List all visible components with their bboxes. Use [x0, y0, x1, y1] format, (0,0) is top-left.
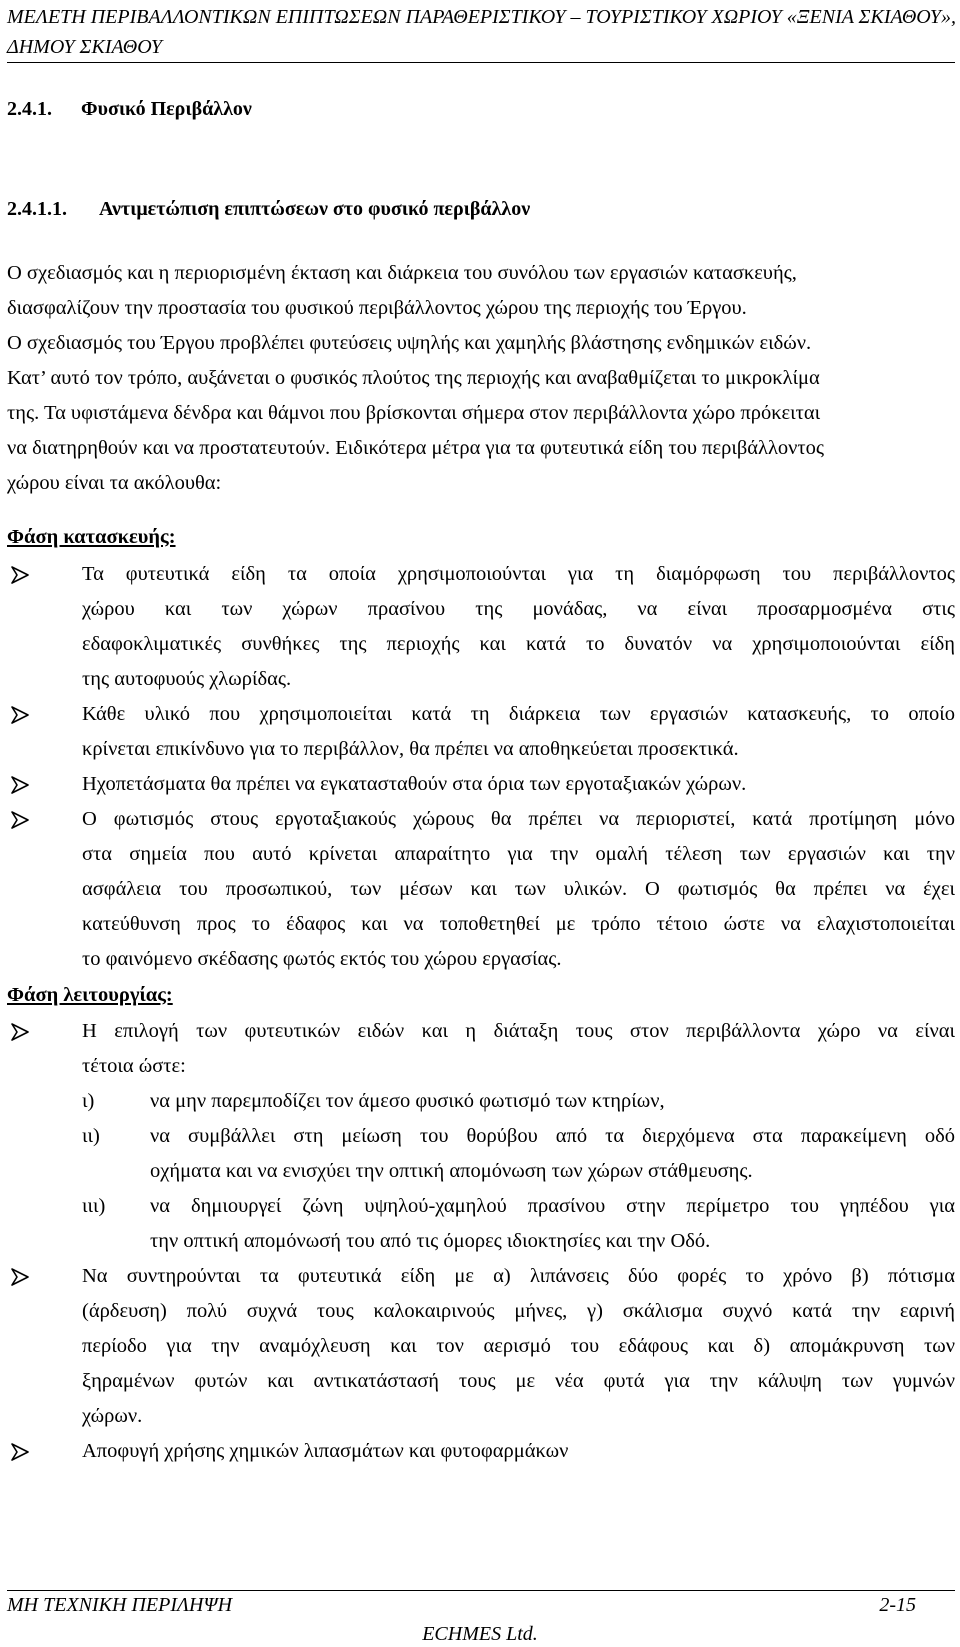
sub-list-line: να συμβάλλει στη μείωση του θορύβου από τα διερχόμενα στα παρακείμενη οδό — [150, 1125, 955, 1147]
list-item-line: κατεύθυνση προς το έδαφος και να τοποθετηθεί με τρόπο τέτοιο ώστε να ελαχιστοποιείται — [82, 913, 955, 935]
arrow-bullet-icon — [10, 811, 30, 829]
intro-line: Ο σχεδιασμός του Έργου προβλέπει φυτεύσεις υψηλής και χαμηλής βλάστησης ενδημικών ειδών. — [7, 332, 812, 354]
footer-divider — [7, 1590, 955, 1591]
sub-list-marker: ιιι) — [82, 1195, 106, 1217]
section-heading — [7, 98, 252, 121]
intro-line: Κατ’ αυτό τον τρόπο, αυξάνεται ο φυσικός πλούτος της περιοχής και αναβαθμίζεται το μικροκλίμα — [7, 367, 820, 389]
sub-list-item — [7, 1189, 955, 1259]
intro-line: Ο σχεδιασμός και η περιορισμένη έκταση και διάρκεια του συνόλου των εργασιών κατασκευής, — [7, 262, 797, 284]
list-item-line: κρίνεται επικίνδυνο για το περιβάλλον, θα πρέπει να αποθηκεύεται προσεκτικά. — [82, 738, 739, 760]
running-header — [7, 2, 955, 62]
header-line-2: ΔΗΜΟΥ ΣΚΙΑΘΟΥ — [7, 36, 162, 58]
list-item — [7, 557, 955, 697]
sub-list-line: να δημιουργεί ζώνη υψηλού-χαμηλού πρασίνου στην περίμετρο του γηπέδου για — [150, 1195, 955, 1217]
list-item-line: (άρδευση) πολύ συχνά τους καλοκαιρινούς μήνες, γ) σκάλισμα συχνό κατά την εαρινή — [82, 1300, 955, 1322]
operation-sub-list — [7, 1084, 955, 1259]
sub-list-line: την οπτική απομόνωσή του από τις όμορες ιδιοκτησίες και την Οδό. — [150, 1230, 711, 1252]
list-item-line: χώρων. — [82, 1405, 143, 1427]
list-item-line: το φαινόμενο σκέδασης φωτός εκτός του χώρου εργασίας. — [82, 948, 562, 970]
sub-list-marker: ιι) — [82, 1125, 100, 1147]
list-item-line: στα σημεία που αυτό κρίνεται απαραίτητο για την ομαλή τέλεση των εργασιών και την — [82, 843, 955, 865]
subsection-number: 2.4.1.1. — [7, 198, 67, 220]
list-item-line: τέτοια ώστε: — [82, 1055, 186, 1077]
intro-line: χώρου είναι τα ακόλουθα: — [7, 472, 222, 494]
intro-line: της. Τα υφιστάμενα δένδρα και θάμνοι που βρίσκονται σήμερα στον περιβάλλοντα χώρο πρόκειται — [7, 402, 821, 424]
list-item-line: Τα φυτευτικά είδη τα οποία χρησιμοποιούνται για τη διαμόρφωση του περιβάλλοντος — [82, 563, 955, 585]
sub-list-item — [7, 1084, 955, 1119]
subsection-heading — [7, 198, 530, 221]
list-item-line: Ο φωτισμός στους εργοταξιακούς χώρους θα πρέπει να περιοριστεί, κατά προτίμηση μόνο — [82, 808, 955, 830]
construction-bullet-list — [7, 557, 955, 977]
list-item-line: ασφάλεια του προσωπικού, των μέσων και των υλικών. Ο φωτισμός θα πρέπει να έχει — [82, 878, 955, 900]
intro-line: διασφαλίζουν την προστασία του φυσικού περιβάλλοντος χώρου της περιοχής του Έργου. — [7, 297, 747, 319]
section-number: 2.4.1. — [7, 98, 52, 120]
sub-list-line: να μην παρεμποδίζει τον άμεσο φυσικό φωτισμό των κτηρίων, — [150, 1090, 665, 1112]
construction-phase-title: Φάση κατασκευής: — [7, 526, 176, 548]
sub-list-item — [7, 1119, 955, 1189]
page-number: 2-15 — [879, 1594, 916, 1616]
header-divider — [7, 62, 955, 63]
footer-company: ECHMES Ltd. — [422, 1623, 538, 1645]
list-item — [7, 802, 955, 977]
list-item — [7, 697, 955, 767]
subsection-title: Αντιμετώπιση επιπτώσεων στο φυσικό περιβάλλον — [99, 198, 531, 220]
intro-paragraph — [7, 256, 955, 501]
arrow-bullet-icon — [10, 776, 30, 794]
list-item-line: χώρου και των χώρων πρασίνου της μονάδας, να είναι προσαρμοσμένα στις — [82, 598, 955, 620]
header-line-1: ΜΕΛΕΤΗ ΠΕΡΙΒΑΛΛΟΝΤΙΚΩΝ ΕΠΙΠΤΩΣΕΩΝ ΠΑΡΑΘΕΡΙΣΤΙΚΟΥ – ΤΟΥΡΙΣΤΙΚΟΥ ΧΩΡΙΟΥ «ΞΕΝΙΑ ΣΚΙΑΘΟΥ», — [7, 6, 957, 28]
list-item-line: Να συντηρούνται τα φυτευτικά είδη με α) λιπάνσεις δύο φορές το χρόνο β) πότισμα — [82, 1265, 955, 1287]
intro-line: να διατηρηθούν και να προστατευτούν. Ειδικότερα μέτρα για τα φυτευτικά είδη του περιβάλλοντος — [7, 437, 825, 459]
footer-document-label: ΜΗ ΤΕΧΝΙΚΗ ΠΕΡΙΛΗΨΗ — [7, 1594, 233, 1616]
list-item-line: Ηχοπετάσματα θα πρέπει να εγκατασταθούν στα όρια των εργοταξιακών χώρων. — [82, 773, 747, 795]
arrow-bullet-icon — [10, 566, 30, 584]
section-title: Φυσικό Περιβάλλον — [81, 98, 252, 120]
sub-list-marker: ι) — [82, 1090, 95, 1112]
arrow-bullet-icon — [10, 1268, 30, 1286]
list-item-line: Κάθε υλικό που χρησιμοποιείται κατά τη διάρκεια των εργασιών κατασκευής, το οποίο — [82, 703, 955, 725]
list-item — [7, 1014, 955, 1084]
list-item — [7, 767, 955, 802]
list-item-line: Αποφυγή χρήσης χημικών λιπασμάτων και φυτοφαρμάκων — [82, 1440, 569, 1462]
list-item-line: της αυτοφυούς χλωρίδας. — [82, 668, 292, 690]
list-item — [7, 1259, 955, 1434]
arrow-bullet-icon — [10, 706, 30, 724]
sub-list-line: οχήματα και να ενισχύει την οπτική απομόνωση των χώρων στάθμευσης. — [150, 1160, 753, 1182]
arrow-bullet-icon — [10, 1023, 30, 1041]
operation-bullet-list — [7, 1014, 955, 1469]
list-item-line: Η επιλογή των φυτευτικών ειδών και η διάταξη τους στον περιβάλλοντα χώρο να είναι — [82, 1020, 955, 1042]
arrow-bullet-icon — [10, 1443, 30, 1461]
list-item-line: περίοδο για την αναμόχλευση και τον αερισμό του εδάφους και δ) απομάκρυνση των — [82, 1335, 955, 1357]
list-item-line: εδαφοκλιματικές συνθήκες της περιοχής και κατά το δυνατόν να χρησιμοποιούνται είδη — [82, 633, 955, 655]
list-item-line: ξηραμένων φυτών και αντικατάστασή τους με νέα φυτά για την κάλυψη των γυμνών — [82, 1370, 955, 1392]
operation-phase-title: Φάση λειτουργίας: — [7, 984, 173, 1006]
list-item — [7, 1434, 955, 1469]
